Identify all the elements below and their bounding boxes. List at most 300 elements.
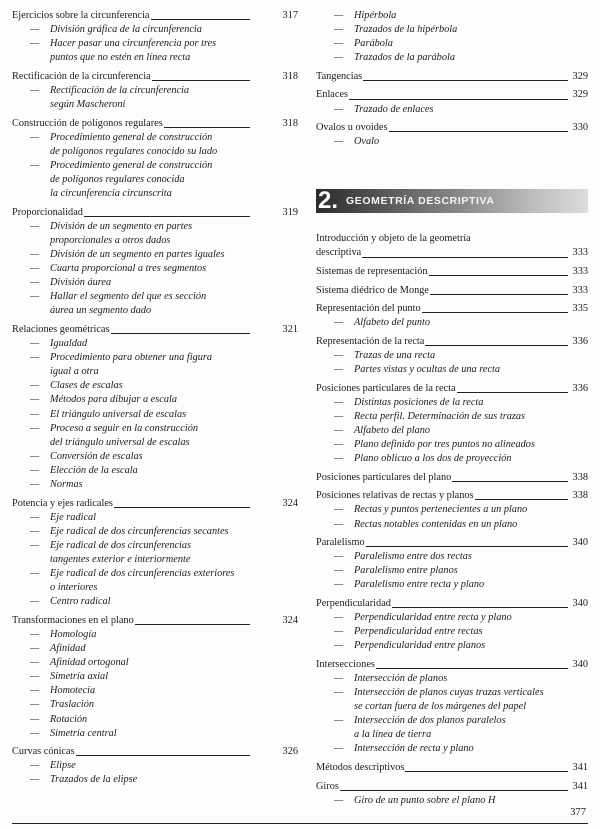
toc-entry xyxy=(12,70,300,112)
toc-entry xyxy=(316,658,588,757)
toc-entry-title: Posiciones particulares de la recta xyxy=(316,382,456,394)
subentry-dash: — xyxy=(334,10,344,21)
toc-entry-page: 333 xyxy=(572,247,588,259)
subentry-dash: — xyxy=(334,424,344,436)
toc-entry-head xyxy=(12,497,300,511)
toc-subentry-line: Intersección de planos xyxy=(354,672,448,684)
toc-entry-title: Perpendicularidad xyxy=(316,598,391,609)
subentry-dash: — xyxy=(30,511,40,523)
subentry-dash: — xyxy=(334,687,344,699)
toc-entry xyxy=(316,284,588,298)
section-title: GEOMETRÍA DESCRIPTIVA xyxy=(346,195,495,208)
toc-subentry xyxy=(316,794,588,808)
toc-entry-title: Sistemas de representación xyxy=(316,266,428,278)
toc-entry-head xyxy=(316,302,588,316)
toc-entry-title: Posiciones relativas de rectas y planos xyxy=(316,490,474,502)
subentry-dash: — xyxy=(30,699,40,711)
subentry-dash: — xyxy=(334,612,344,624)
toc-subentry xyxy=(12,642,300,656)
toc-subentry xyxy=(316,714,588,742)
toc-entry-page: 341 xyxy=(572,762,588,774)
leader-rule xyxy=(76,755,250,756)
subentry-dash: — xyxy=(30,338,40,350)
toc-subentry xyxy=(12,248,300,262)
toc-subentry-line: se cortan fuera de los márgenes del papel xyxy=(354,701,527,713)
toc-entry-head xyxy=(12,745,300,759)
toc-entry xyxy=(12,497,300,610)
subentry-dash: — xyxy=(30,643,40,655)
leader-rule xyxy=(164,127,250,128)
toc-entry xyxy=(12,614,300,741)
toc-subentry xyxy=(316,578,588,592)
toc-entry-page: 324 xyxy=(282,497,298,509)
toc-subentry-line: tangentes exterior e interiormente xyxy=(50,553,191,565)
toc-entry-page: 330 xyxy=(572,122,588,134)
toc-entry-head xyxy=(316,471,588,485)
toc-entry-title-cont: descriptiva xyxy=(316,247,362,259)
subentry-dash: — xyxy=(334,743,344,755)
subentry-dash: — xyxy=(30,422,40,434)
toc-entry xyxy=(316,780,588,808)
toc-entry xyxy=(316,9,588,65)
toc-subentry-line: a la línea de tierra xyxy=(354,729,432,741)
toc-entry-head xyxy=(12,614,300,628)
toc-entry-title: Potencia y ejes radicales xyxy=(12,497,113,509)
toc-subentry xyxy=(12,131,300,159)
leader-rule xyxy=(376,668,568,669)
toc-entry xyxy=(316,536,588,592)
toc-entry-head xyxy=(316,335,588,349)
toc-entry xyxy=(12,323,300,492)
toc-subentry xyxy=(12,464,300,478)
toc-subentry xyxy=(12,670,300,684)
toc-subentry-line: del triángulo universal de escalas xyxy=(50,436,190,448)
subentry-dash: — xyxy=(334,396,344,408)
toc-subentry xyxy=(12,628,300,642)
toc-subentry-line: áurea un segmento dado xyxy=(50,305,152,317)
toc-entry-head xyxy=(316,70,588,84)
toc-entry-page: 335 xyxy=(572,303,588,315)
toc-subentry xyxy=(12,23,300,37)
toc-group-descriptiva xyxy=(316,232,588,807)
toc-subentry-line: Conversión de escalas xyxy=(50,450,143,462)
toc-subentry xyxy=(316,37,588,51)
toc-subentry-line: Distintas posiciones de la recta xyxy=(354,396,484,408)
toc-entry xyxy=(12,9,300,65)
toc-entry-title: Construcción de polígonos regulares xyxy=(12,117,163,129)
subentry-dash: — xyxy=(334,579,344,591)
toc-subentry xyxy=(12,511,300,525)
leader-rule xyxy=(430,294,568,295)
section-banner xyxy=(316,189,588,213)
toc-subentry xyxy=(12,262,300,276)
toc-subentry-line: Eje radical de dos circunferencias xyxy=(50,539,192,551)
toc-entry-page: 317 xyxy=(282,10,298,21)
toc-subentry xyxy=(12,773,300,787)
toc-subentry-line: El triángulo universal de escalas xyxy=(50,408,187,420)
toc-subentry-line: proporcionales a otros dados xyxy=(50,234,171,246)
subentry-dash: — xyxy=(30,464,40,476)
toc-subentry xyxy=(12,84,300,112)
toc-entry-title: Transformaciones en el plano xyxy=(12,614,134,626)
subentry-dash: — xyxy=(30,131,40,143)
toc-entry-page: 336 xyxy=(572,335,588,347)
toc-subentry-line: Plano definido por tres puntos no alineados xyxy=(354,439,535,451)
subentry-dash: — xyxy=(334,52,344,64)
toc-subentry-line: División gráfica de la circunferencia xyxy=(50,24,202,36)
toc-subentry xyxy=(12,656,300,670)
toc-subentry-line: Giro de un punto sobre el plano H xyxy=(354,794,496,806)
leader-rule xyxy=(363,80,568,81)
toc-subentry-line: de polígonos regulares conocida xyxy=(50,174,185,186)
toc-entry-page: 338 xyxy=(572,490,588,502)
leader-rule xyxy=(111,333,250,334)
toc-subentry-line: Perpendicularidad entre planos xyxy=(354,640,486,652)
toc-entry-head xyxy=(316,88,588,102)
subentry-dash: — xyxy=(30,277,40,289)
toc-subentry xyxy=(316,363,588,377)
toc-subentry xyxy=(316,23,588,37)
toc-entry xyxy=(316,121,588,149)
toc-subentry-line: Simetría central xyxy=(50,727,117,739)
toc-subentry xyxy=(316,625,588,639)
subentry-dash: — xyxy=(30,394,40,406)
toc-subentry xyxy=(12,713,300,727)
toc-subentry xyxy=(12,408,300,422)
toc-subentry xyxy=(12,337,300,351)
toc-entry-head xyxy=(12,9,300,23)
subentry-dash: — xyxy=(334,640,344,652)
subentry-dash: — xyxy=(334,626,344,638)
subentry-dash: — xyxy=(30,38,40,50)
leader-rule xyxy=(114,507,250,508)
toc-subentry-line: Recta perfil. Determinación de sus trazas xyxy=(354,410,526,422)
toc-entry-page: 340 xyxy=(572,537,588,549)
toc-entry-title: Introducción y objeto de la geometría xyxy=(316,233,471,245)
subentry-dash: — xyxy=(334,364,344,376)
toc-subentry xyxy=(12,539,300,567)
leader-rule xyxy=(389,131,568,132)
toc-subentry xyxy=(12,351,300,379)
leader-rule xyxy=(457,392,568,393)
toc-subentry xyxy=(12,525,300,539)
toc-entry xyxy=(316,761,588,775)
subentry-dash: — xyxy=(334,518,344,530)
toc-entry xyxy=(316,265,588,279)
subentry-dash: — xyxy=(334,565,344,577)
toc-subentry-line: Centro radical xyxy=(50,596,111,608)
subentry-dash: — xyxy=(30,671,40,683)
toc-subentry-line: Paralelismo entre recta y plano xyxy=(354,579,485,591)
toc-subentry-line: Paralelismo entre planos xyxy=(354,565,458,577)
toc-entry-head xyxy=(12,70,300,84)
toc-subentry-line: de polígonos regulares conocido su lado xyxy=(50,145,218,157)
toc-entry-head xyxy=(316,265,588,279)
toc-subentry-line: Plano oblicuo a los dos de proyección xyxy=(354,453,512,465)
toc-subentry-line: Proceso a seguir en la construcción xyxy=(50,422,199,434)
toc-subentry xyxy=(12,37,300,65)
leader-rule xyxy=(366,546,568,547)
toc-subentry xyxy=(12,567,300,595)
subentry-dash: — xyxy=(30,568,40,580)
subentry-dash: — xyxy=(30,596,40,608)
toc-subentry xyxy=(12,422,300,450)
toc-subentry xyxy=(12,276,300,290)
toc-entry-page: 326 xyxy=(282,746,298,758)
subentry-dash: — xyxy=(30,291,40,303)
toc-entry-head xyxy=(316,489,588,503)
toc-entry-title: Relaciones geométricas xyxy=(12,323,110,335)
section-number: 2. xyxy=(318,187,339,215)
toc-subentry-line: Rectificación de la circunferencia xyxy=(50,84,190,96)
toc-subentry xyxy=(12,727,300,741)
toc-subentry-line: Igualdad xyxy=(50,338,88,350)
toc-entry xyxy=(316,597,588,653)
toc-subentry xyxy=(12,478,300,492)
toc-entry-title: Métodos descriptivos xyxy=(316,762,405,774)
toc-subentry xyxy=(316,438,588,452)
toc-subentry-line: Trazas de una recta xyxy=(354,350,436,361)
toc-subentry xyxy=(12,450,300,464)
toc-entry-page: 318 xyxy=(282,117,298,129)
leader-rule xyxy=(135,624,250,625)
toc-entry xyxy=(316,70,588,84)
toc-subentry xyxy=(316,639,588,653)
subentry-dash: — xyxy=(30,479,40,490)
subentry-dash: — xyxy=(334,350,344,361)
toc-group-conicas xyxy=(316,9,588,149)
toc-subentry-line: Clases de escalas xyxy=(50,380,123,392)
toc-subentry-line: igual a otra xyxy=(50,366,99,378)
subentry-dash: — xyxy=(30,84,40,96)
toc-entry-head xyxy=(12,323,300,337)
toc-entry-head xyxy=(316,658,588,672)
toc-subentry-line: Partes vistas y ocultas de una recta xyxy=(354,364,501,376)
toc-subentry xyxy=(12,290,300,318)
subentry-dash: — xyxy=(30,352,40,364)
subentry-dash: — xyxy=(30,657,40,669)
leader-rule xyxy=(340,790,568,791)
toc-entry xyxy=(316,232,588,260)
toc-entry-page: 340 xyxy=(572,598,588,609)
toc-subentry-line: según Mascheroni xyxy=(50,99,126,111)
toc-entry-page: 319 xyxy=(282,206,298,218)
toc-subentry xyxy=(316,103,588,117)
toc-entry xyxy=(12,745,300,787)
toc-subentry-line: Eje radical de dos circunferencias exteriores xyxy=(50,568,235,580)
toc-subentry-line: Eje radical de dos circunferencias secantes xyxy=(50,525,229,537)
subentry-dash: — xyxy=(30,263,40,275)
subentry-dash: — xyxy=(30,760,40,772)
subentry-dash: — xyxy=(30,774,40,786)
toc-entry-page: 341 xyxy=(572,780,588,792)
toc-entry-head xyxy=(316,246,588,260)
toc-entry-head xyxy=(12,206,300,220)
toc-entry-title: Tangencias xyxy=(316,70,363,82)
toc-subentry-line: Homología xyxy=(50,628,97,640)
subentry-dash: — xyxy=(334,794,344,806)
toc-subentry-line: Homotecia xyxy=(50,685,96,697)
toc-subentry-line: Normas xyxy=(50,479,83,490)
toc-subentry-line: Cuarta proporcional a tres segmentos xyxy=(50,263,207,275)
toc-subentry-line: Perpendicularidad entre recta y plano xyxy=(354,612,512,624)
leader-rule xyxy=(362,257,568,258)
toc-subentry xyxy=(316,686,588,714)
toc-subentry-line: Procedimiento general de construcción xyxy=(50,131,213,143)
toc-subentry xyxy=(12,220,300,248)
toc-subentry xyxy=(316,564,588,578)
toc-subentry xyxy=(12,393,300,407)
subentry-dash: — xyxy=(30,525,40,537)
toc-entry-page: 318 xyxy=(282,70,298,82)
toc-subentry xyxy=(316,611,588,625)
toc-subentry-line: Parábola xyxy=(354,38,393,50)
toc-subentry-line: Elección de la escala xyxy=(50,464,138,476)
toc-subentry-line: Afinidad xyxy=(50,643,86,655)
toc-subentry-line: puntos que no estén en línea recta xyxy=(50,52,191,64)
leader-rule xyxy=(429,275,568,276)
toc-subentry-line: Elipse xyxy=(50,760,76,772)
toc-subentry xyxy=(316,672,588,686)
leader-rule xyxy=(452,481,568,482)
subentry-dash: — xyxy=(334,317,344,329)
subentry-dash: — xyxy=(30,628,40,640)
toc-entry-title: Ovalos u ovoides xyxy=(316,122,388,134)
leader-rule xyxy=(84,216,250,217)
toc-entry-page: 321 xyxy=(282,323,298,335)
toc-subentry-line: Paralelismo entre dos rectas xyxy=(354,551,472,563)
leader-rule xyxy=(475,499,568,500)
subentry-dash: — xyxy=(334,504,344,516)
subentry-dash: — xyxy=(334,103,344,115)
toc-entry-title: Rectificación de la circunferencia xyxy=(12,70,151,82)
subentry-dash: — xyxy=(334,136,344,148)
toc-subentry xyxy=(12,379,300,393)
toc-subentry-line: Trazados de la hipérbola xyxy=(354,24,458,36)
subentry-dash: — xyxy=(334,410,344,422)
toc-subentry-line: Intersección de planos cuyas trazas verticales xyxy=(354,687,544,699)
leader-rule xyxy=(422,312,568,313)
subentry-dash: — xyxy=(30,24,40,36)
toc-entry xyxy=(316,302,588,330)
toc-entry-head xyxy=(316,536,588,550)
subentry-dash: — xyxy=(334,453,344,465)
toc-entry-title: Intersecciones xyxy=(316,658,375,670)
toc-entry-title: Enlaces xyxy=(316,89,349,101)
toc-subentry-line: Procedimiento para obtener una figura xyxy=(50,352,213,364)
toc-entry-head xyxy=(316,284,588,298)
toc-subentry-line: Afinidad ortogonal xyxy=(50,657,129,669)
subentry-dash: — xyxy=(30,249,40,260)
toc-subentry xyxy=(316,410,588,424)
toc-entry-page: 329 xyxy=(572,89,588,101)
toc-subentry xyxy=(316,503,588,517)
subentry-dash: — xyxy=(30,450,40,462)
toc-subentry xyxy=(316,9,588,23)
subentry-dash: — xyxy=(334,439,344,451)
toc-subentry xyxy=(316,518,588,532)
toc-entry-head xyxy=(316,761,588,775)
subentry-dash: — xyxy=(30,159,40,171)
toc-entry-head xyxy=(316,597,588,611)
toc-entry-title: Representación del punto xyxy=(316,303,421,315)
toc-entry-page: 333 xyxy=(572,284,588,296)
leader-rule xyxy=(392,607,568,608)
toc-entry-page: 340 xyxy=(572,658,588,670)
toc-subentry-line: Trazados de la elipse xyxy=(50,774,138,786)
toc-subentry xyxy=(316,550,588,564)
toc-column-left xyxy=(12,9,300,792)
toc-entry-title: Proporcionalidad xyxy=(12,206,83,218)
toc-subentry-line: Simetría axial xyxy=(50,671,109,683)
toc-subentry-line: Traslación xyxy=(50,699,95,711)
toc-subentry-line: Trazados de la parábola xyxy=(354,52,455,64)
page-number: 377 xyxy=(570,807,586,818)
toc-subentry-line: Eje radical xyxy=(50,511,97,523)
toc-entry xyxy=(316,88,588,116)
toc-entry-page: 324 xyxy=(282,614,298,626)
toc-entry xyxy=(316,335,588,377)
toc-subentry-line: Trazado de enlaces xyxy=(354,103,434,115)
toc-subentry-line: División áurea xyxy=(50,277,112,289)
leader-rule xyxy=(425,345,568,346)
subentry-dash: — xyxy=(334,715,344,727)
toc-subentry xyxy=(12,595,300,609)
toc-subentry-line: Procedimiento general de construcción xyxy=(50,159,213,171)
toc-subentry-line: Alfabeto del plano xyxy=(354,424,431,436)
toc-subentry-line: la circunferencia circunscrita xyxy=(50,188,172,200)
toc-subentry xyxy=(316,424,588,438)
toc-subentry-line: Métodos para dibujar a escala xyxy=(50,394,177,406)
subentry-dash: — xyxy=(30,727,40,739)
subentry-dash: — xyxy=(30,685,40,697)
subentry-dash: — xyxy=(334,551,344,563)
subentry-dash: — xyxy=(30,539,40,551)
toc-entry-head xyxy=(316,382,588,396)
toc-subentry-line: Hipérbola xyxy=(354,10,397,21)
subentry-dash: — xyxy=(334,38,344,50)
subentry-dash: — xyxy=(334,672,344,684)
toc-subentry xyxy=(12,159,300,201)
toc-entry xyxy=(316,489,588,531)
toc-subentry-line: Rotación xyxy=(50,713,88,725)
toc-entry-title: Sistema diédrico de Monge xyxy=(316,284,429,296)
toc-subentry-line: Hacer pasar una circunferencia por tres xyxy=(50,38,217,50)
subentry-dash: — xyxy=(30,713,40,725)
toc-entry-title: Representación de la recta xyxy=(316,335,425,347)
subentry-dash: — xyxy=(30,380,40,392)
toc-entry-page: 338 xyxy=(572,471,588,483)
toc-subentry-line: Hallar el segmento del que es sección xyxy=(50,291,207,303)
toc-entry xyxy=(12,206,300,319)
toc-entry-page: 333 xyxy=(572,266,588,278)
leader-rule xyxy=(152,80,250,81)
toc-subentry-line: División de un segmento en partes xyxy=(50,220,193,232)
toc-subentry xyxy=(316,349,588,363)
toc-entry-title: Curvas cónicas xyxy=(12,746,75,758)
toc-subentry-line: División de un segmento en partes iguales xyxy=(50,249,225,260)
toc-entry-title: Ejercicios sobre la circunferencia xyxy=(12,10,150,21)
toc-column-right xyxy=(316,9,588,812)
toc-subentry xyxy=(316,452,588,466)
toc-subentry-line: Rectas y puntos pertenecientes a un plano xyxy=(354,504,528,516)
toc-entry-head xyxy=(316,121,588,135)
toc-subentry-line: Ovalo xyxy=(354,136,380,148)
toc-entry-head xyxy=(316,780,588,794)
toc-subentry xyxy=(316,135,588,149)
toc-subentry-line: o interiores xyxy=(50,582,98,594)
leader-rule xyxy=(349,99,568,100)
